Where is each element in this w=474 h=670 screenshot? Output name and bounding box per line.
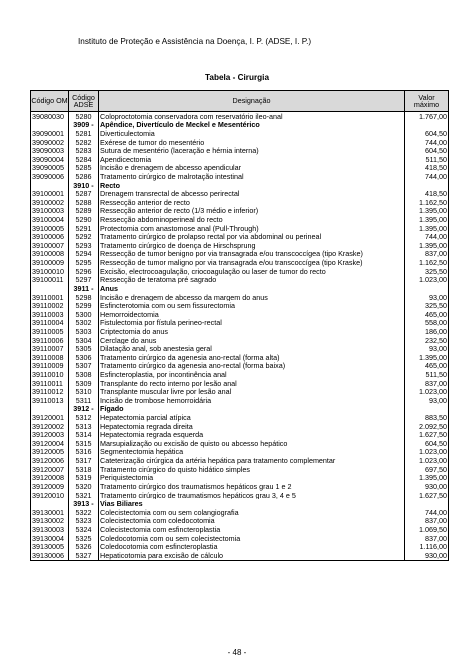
cell-codigo-om: 39080030 (31, 112, 69, 121)
cell-codigo-om: 39100005 (31, 224, 69, 233)
cell-codigo-adse: 5315 (69, 439, 99, 448)
cell-codigo-adse: 5280 (69, 112, 99, 121)
cell-valor: 1.023,00 (405, 456, 449, 465)
cell-codigo-om: 39130002 (31, 517, 69, 526)
cell-codigo-adse: 5310 (69, 388, 99, 397)
cell-codigo-om: 39100006 (31, 233, 69, 242)
cell-codigo-om: 39100004 (31, 215, 69, 224)
cell-codigo-adse: 5296 (69, 267, 99, 276)
table-row (31, 396, 449, 405)
cell-designacao: Cerclage do anus (99, 336, 405, 345)
cell-designacao: Coledocotomia com esfincteroplastia (99, 542, 405, 551)
cell-codigo-om: 39110012 (31, 388, 69, 397)
cell-designacao: Ressecção de tumor maligno por via transagrada e/ou transcoccígea (tipo Kraske) (99, 258, 405, 267)
cell-codigo-om: 39110009 (31, 362, 69, 371)
cell-designacao: Tratamento cirúrgico de prolapso rectal por via abdominal ou perineal (99, 233, 405, 242)
cell-om (31, 499, 69, 508)
table-row (31, 241, 449, 250)
cell-codigo-adse: 5327 (69, 551, 99, 560)
cell-codigo-om: 39110005 (31, 327, 69, 336)
cell-codigo-om: 39110013 (31, 396, 69, 405)
cell-codigo-adse: 5297 (69, 276, 99, 285)
cell-codigo-adse: 5281 (69, 129, 99, 138)
cell-valor: 511,50 (405, 370, 449, 379)
cell-valor: 325,50 (405, 301, 449, 310)
table-row (31, 198, 449, 207)
cell-codigo-om: 39110004 (31, 319, 69, 328)
cell-valor: 930,00 (405, 551, 449, 560)
cell-codigo-om: 39110007 (31, 344, 69, 353)
cell-designacao: Hepatectomia parcial atípica (99, 413, 405, 422)
cell-valor: 1.395,00 (405, 353, 449, 362)
cell-valor: 744,00 (405, 172, 449, 181)
cell-designacao: Tratamento cirúrgico da agenesia ano-rectal (forma alta) (99, 353, 405, 362)
table-row (31, 215, 449, 224)
cell-designacao: Tratamento cirúrgico do quisto hidático simples (99, 465, 405, 474)
cell-designacao: Incisão de trombose hemorroidária (99, 396, 405, 405)
table-row (31, 164, 449, 173)
cell-codigo-adse: 5298 (69, 293, 99, 302)
cell-valor (405, 405, 449, 414)
cell-designacao: Colecistectomia com coledocotomia (99, 517, 405, 526)
cell-codigo-adse: 5323 (69, 517, 99, 526)
table-row (31, 155, 449, 164)
col-header-codigo-om: Código OM (31, 91, 69, 112)
section-row (31, 405, 449, 414)
section-code: 3909 - (69, 121, 99, 130)
page-header: Instituto de Proteção e Assistência na Doença, I. P. (ADSE, I. P.) (78, 37, 312, 46)
cell-codigo-adse: 5289 (69, 207, 99, 216)
table-row (31, 474, 449, 483)
cell-valor: 1.767,00 (405, 112, 449, 121)
cell-codigo-adse: 5288 (69, 198, 99, 207)
cell-codigo-adse: 5283 (69, 146, 99, 155)
cell-valor: 1.395,00 (405, 241, 449, 250)
cell-designacao: Incisão e drenagem de abcesso da margem do anus (99, 293, 405, 302)
cell-valor: 604,50 (405, 129, 449, 138)
table-row (31, 422, 449, 431)
cell-codigo-om: 39120009 (31, 482, 69, 491)
cell-codigo-om: 39100008 (31, 250, 69, 259)
table-title: Tabela - Cirurgia (205, 73, 269, 82)
section-name: Vias Biliares (99, 499, 405, 508)
cell-codigo-om: 39110001 (31, 293, 69, 302)
table-row (31, 250, 449, 259)
cell-codigo-om: 39120001 (31, 413, 69, 422)
cell-valor: 1.069,50 (405, 525, 449, 534)
cell-valor: 604,50 (405, 439, 449, 448)
cell-codigo-adse: 5295 (69, 258, 99, 267)
cell-codigo-om: 39090005 (31, 164, 69, 173)
cell-codigo-om: 39100003 (31, 207, 69, 216)
cell-codigo-adse: 5320 (69, 482, 99, 491)
table-row (31, 112, 449, 121)
cell-codigo-om: 39120006 (31, 456, 69, 465)
cell-codigo-om: 39090004 (31, 155, 69, 164)
section-name: Fígado (99, 405, 405, 414)
cell-designacao: Tratamento cirúrgico de traumatismos hepáticos grau 3, 4 e 5 (99, 491, 405, 500)
table-row (31, 482, 449, 491)
table-row (31, 370, 449, 379)
cell-om (31, 284, 69, 293)
section-code: 3910 - (69, 181, 99, 190)
cell-codigo-om: 39130004 (31, 534, 69, 543)
cell-valor: 93,00 (405, 396, 449, 405)
cell-codigo-adse: 5282 (69, 138, 99, 147)
cell-valor (405, 121, 449, 130)
cell-designacao: Hepaticotomia para excisão de cálculo (99, 551, 405, 560)
cell-codigo-om: 39100011 (31, 276, 69, 285)
cell-valor: 744,00 (405, 508, 449, 517)
cell-designacao: Criptectomia do anus (99, 327, 405, 336)
cell-codigo-om: 39120007 (31, 465, 69, 474)
cell-codigo-adse: 5312 (69, 413, 99, 422)
cell-codigo-adse: 5307 (69, 362, 99, 371)
section-row (31, 181, 449, 190)
cell-valor: 1.395,00 (405, 215, 449, 224)
cell-valor: 744,00 (405, 138, 449, 147)
cell-valor: 186,00 (405, 327, 449, 336)
table-row (31, 362, 449, 371)
cell-om (31, 121, 69, 130)
section-row (31, 499, 449, 508)
cell-codigo-adse: 5325 (69, 534, 99, 543)
cell-valor: 232,50 (405, 336, 449, 345)
cell-codigo-adse: 5305 (69, 344, 99, 353)
cell-valor: 1.116,00 (405, 542, 449, 551)
cell-codigo-adse: 5291 (69, 224, 99, 233)
cell-codigo-om: 39130001 (31, 508, 69, 517)
cell-designacao: Tratamento cirúrgico de doença de Hirschsprung (99, 241, 405, 250)
cell-valor: 837,00 (405, 534, 449, 543)
cell-designacao: Periquistectomia (99, 474, 405, 483)
cell-codigo-om: 39090001 (31, 129, 69, 138)
cell-valor: 1.395,00 (405, 474, 449, 483)
col-header-codigo-adse: Código ADSE (69, 91, 99, 112)
cell-valor (405, 284, 449, 293)
cell-valor (405, 181, 449, 190)
cell-codigo-adse: 5290 (69, 215, 99, 224)
cell-codigo-adse: 5311 (69, 396, 99, 405)
cell-designacao: Exérese de tumor do mesentério (99, 138, 405, 147)
cell-codigo-adse: 5286 (69, 172, 99, 181)
cell-valor: 418,50 (405, 164, 449, 173)
cell-designacao: Hepatectomia regrada esquerda (99, 431, 405, 440)
table-row (31, 267, 449, 276)
section-row (31, 121, 449, 130)
cell-designacao: Sutura de mesentério (laceração e hérnia interna) (99, 146, 405, 155)
cell-codigo-om: 39090003 (31, 146, 69, 155)
section-code: 3912 - (69, 405, 99, 414)
cell-designacao: Transplante do recto interno por lesão anal (99, 379, 405, 388)
table-row (31, 551, 449, 560)
cell-designacao: Tratamento cirúrgico de malrotação intestinal (99, 172, 405, 181)
cell-codigo-adse: 5314 (69, 431, 99, 440)
cell-codigo-adse: 5309 (69, 379, 99, 388)
table-row (31, 534, 449, 543)
cell-valor: 837,00 (405, 250, 449, 259)
table-row (31, 431, 449, 440)
cell-designacao: Coloproctotomia conservadora com reservatório ileo-anal (99, 112, 405, 121)
cell-codigo-om: 39120010 (31, 491, 69, 500)
table-row (31, 276, 449, 285)
cell-codigo-adse: 5293 (69, 241, 99, 250)
cell-codigo-om: 39100007 (31, 241, 69, 250)
cell-valor: 2.092,50 (405, 422, 449, 431)
section-name: Apêndice, Divertículo de Meckel e Mesentérico (99, 121, 405, 130)
table-row (31, 319, 449, 328)
cell-designacao: Incisão e drenagem de abcesso apendicular (99, 164, 405, 173)
cell-designacao: Colecistectomia com ou sem colangiografia (99, 508, 405, 517)
page-number: - 48 - (227, 648, 247, 657)
cell-codigo-om: 39090002 (31, 138, 69, 147)
cell-codigo-om: 39100002 (31, 198, 69, 207)
table-row (31, 413, 449, 422)
cell-designacao: Colecistectomia com esfincteroplastia (99, 525, 405, 534)
table-row (31, 189, 449, 198)
cell-codigo-om: 39110011 (31, 379, 69, 388)
cell-codigo-om: 39110003 (31, 310, 69, 319)
table-row (31, 508, 449, 517)
table-row (31, 224, 449, 233)
cell-codigo-adse: 5299 (69, 301, 99, 310)
table-row (31, 465, 449, 474)
cell-codigo-adse: 5306 (69, 353, 99, 362)
section-name: Anus (99, 284, 405, 293)
cell-codigo-adse: 5326 (69, 542, 99, 551)
table-row (31, 207, 449, 216)
table-row (31, 353, 449, 362)
cell-om (31, 405, 69, 414)
table-row (31, 293, 449, 302)
section-code: 3913 - (69, 499, 99, 508)
cell-valor: 1.627,50 (405, 431, 449, 440)
cell-designacao: Hemorroidectomia (99, 310, 405, 319)
cell-codigo-om: 39110002 (31, 301, 69, 310)
cell-valor: 837,00 (405, 379, 449, 388)
cell-valor: 1.023,00 (405, 388, 449, 397)
cell-designacao: Coledocotomia com ou sem colecistectomia (99, 534, 405, 543)
table-header (31, 91, 449, 112)
cell-codigo-adse: 5294 (69, 250, 99, 259)
table-row (31, 344, 449, 353)
cell-codigo-adse: 5321 (69, 491, 99, 500)
col-header-valor: Valor máximo (405, 91, 449, 112)
cell-codigo-adse: 5302 (69, 319, 99, 328)
table-row (31, 491, 449, 500)
cell-valor: 697,50 (405, 465, 449, 474)
cell-codigo-adse: 5292 (69, 233, 99, 242)
table-row (31, 172, 449, 181)
cell-codigo-om: 39100010 (31, 267, 69, 276)
table-row (31, 525, 449, 534)
table-row (31, 379, 449, 388)
cell-valor: 930,00 (405, 482, 449, 491)
cell-designacao: Esfincteroplastia, por incontinência anal (99, 370, 405, 379)
cell-codigo-adse: 5284 (69, 155, 99, 164)
cell-valor: 465,00 (405, 362, 449, 371)
cell-designacao: Segmentectomia hepática (99, 448, 405, 457)
cell-designacao: Transplante muscular livre por lesão anal (99, 388, 405, 397)
cell-codigo-adse: 5324 (69, 525, 99, 534)
section-name: Recto (99, 181, 405, 190)
cell-codigo-om: 39130005 (31, 542, 69, 551)
cell-designacao: Excisão, electrocoagulação, criocoagulação ou laser de tumor do recto (99, 267, 405, 276)
cell-designacao: Diverticulectomia (99, 129, 405, 138)
cell-codigo-adse: 5316 (69, 448, 99, 457)
cell-valor: 837,00 (405, 517, 449, 526)
cell-codigo-adse: 5322 (69, 508, 99, 517)
cell-codigo-adse: 5285 (69, 164, 99, 173)
cell-valor: 418,50 (405, 189, 449, 198)
cell-codigo-om: 39110006 (31, 336, 69, 345)
cell-valor: 1.023,00 (405, 448, 449, 457)
cell-designacao: Ressecção abdominoperineal do recto (99, 215, 405, 224)
table-row (31, 258, 449, 267)
cell-codigo-adse: 5287 (69, 189, 99, 198)
table-body (31, 112, 449, 561)
cell-designacao: Ressecção de tumor benigno por via transagrada e/ou transcoccígea (tipo Kraske) (99, 250, 405, 259)
cell-designacao: Tratamento cirúrgico da agenesia ano-rectal (forma baixa) (99, 362, 405, 371)
section-code: 3911 - (69, 284, 99, 293)
cell-designacao: Ressecção anterior de recto (1/3 médio e inferior) (99, 207, 405, 216)
table-row (31, 327, 449, 336)
cell-valor: 93,00 (405, 293, 449, 302)
cell-designacao: Marsupialização ou excisão de quisto ou abcesso hepático (99, 439, 405, 448)
cell-designacao: Fistulectomia por fístula perineo-rectal (99, 319, 405, 328)
cell-codigo-om: 39120004 (31, 439, 69, 448)
cell-codigo-om: 39120003 (31, 431, 69, 440)
cell-codigo-adse: 5319 (69, 474, 99, 483)
cell-codigo-adse: 5303 (69, 327, 99, 336)
cell-designacao: Drenagem transrectal de abcesso perirectal (99, 189, 405, 198)
cell-codigo-om: 39120008 (31, 474, 69, 483)
cell-designacao: Apendicectomia (99, 155, 405, 164)
cell-valor: 1.162,50 (405, 198, 449, 207)
cell-codigo-om: 39090006 (31, 172, 69, 181)
cell-valor: 1.395,00 (405, 224, 449, 233)
cell-designacao: Ressecção anterior de recto (99, 198, 405, 207)
table-row (31, 301, 449, 310)
cell-codigo-om: 39130003 (31, 525, 69, 534)
cell-codigo-om: 39120002 (31, 422, 69, 431)
cell-valor: 511,50 (405, 155, 449, 164)
table-row (31, 129, 449, 138)
table-row (31, 138, 449, 147)
cell-designacao: Protectomia com anastomose anal (Pull-Through) (99, 224, 405, 233)
table-row (31, 542, 449, 551)
cell-valor: 558,00 (405, 319, 449, 328)
cell-valor: 325,50 (405, 267, 449, 276)
col-header-designacao: Designação (99, 91, 405, 112)
cell-valor: 604,50 (405, 146, 449, 155)
cell-designacao: Esfincterotomia com ou sem fissurectomia (99, 301, 405, 310)
cell-codigo-om: 39130006 (31, 551, 69, 560)
cell-codigo-adse: 5317 (69, 456, 99, 465)
cell-valor: 1.162,50 (405, 258, 449, 267)
cell-designacao: Ressecção de teratoma pré sagrado (99, 276, 405, 285)
table-row (31, 233, 449, 242)
cell-valor (405, 499, 449, 508)
table-row (31, 388, 449, 397)
cell-codigo-adse: 5304 (69, 336, 99, 345)
cell-codigo-om: 39110010 (31, 370, 69, 379)
cell-valor: 93,00 (405, 344, 449, 353)
cell-codigo-om: 39100009 (31, 258, 69, 267)
table-row (31, 448, 449, 457)
cell-valor: 1.627,50 (405, 491, 449, 500)
section-row (31, 284, 449, 293)
surgery-table (30, 90, 449, 561)
cell-valor: 883,50 (405, 413, 449, 422)
cell-valor: 744,00 (405, 233, 449, 242)
table-row (31, 439, 449, 448)
cell-valor: 1.023,00 (405, 276, 449, 285)
cell-designacao: Hepatectomia regrada direita (99, 422, 405, 431)
cell-designacao: Cateterização cirúrgica da artéria hepática para tratamento complementar (99, 456, 405, 465)
cell-designacao: Dilatação anal, sob anestesia geral (99, 344, 405, 353)
cell-codigo-om: 39100001 (31, 189, 69, 198)
table-row (31, 517, 449, 526)
table-row (31, 310, 449, 319)
cell-valor: 465,00 (405, 310, 449, 319)
cell-codigo-adse: 5313 (69, 422, 99, 431)
cell-om (31, 181, 69, 190)
cell-codigo-om: 39120005 (31, 448, 69, 457)
cell-codigo-adse: 5308 (69, 370, 99, 379)
cell-codigo-om: 39110008 (31, 353, 69, 362)
table-row (31, 146, 449, 155)
cell-codigo-adse: 5318 (69, 465, 99, 474)
cell-valor: 1.395,00 (405, 207, 449, 216)
cell-codigo-adse: 5300 (69, 310, 99, 319)
table-row (31, 336, 449, 345)
cell-designacao: Tratamento cirúrgico dos traumatismos hepáticos grau 1 e 2 (99, 482, 405, 491)
table-row (31, 456, 449, 465)
